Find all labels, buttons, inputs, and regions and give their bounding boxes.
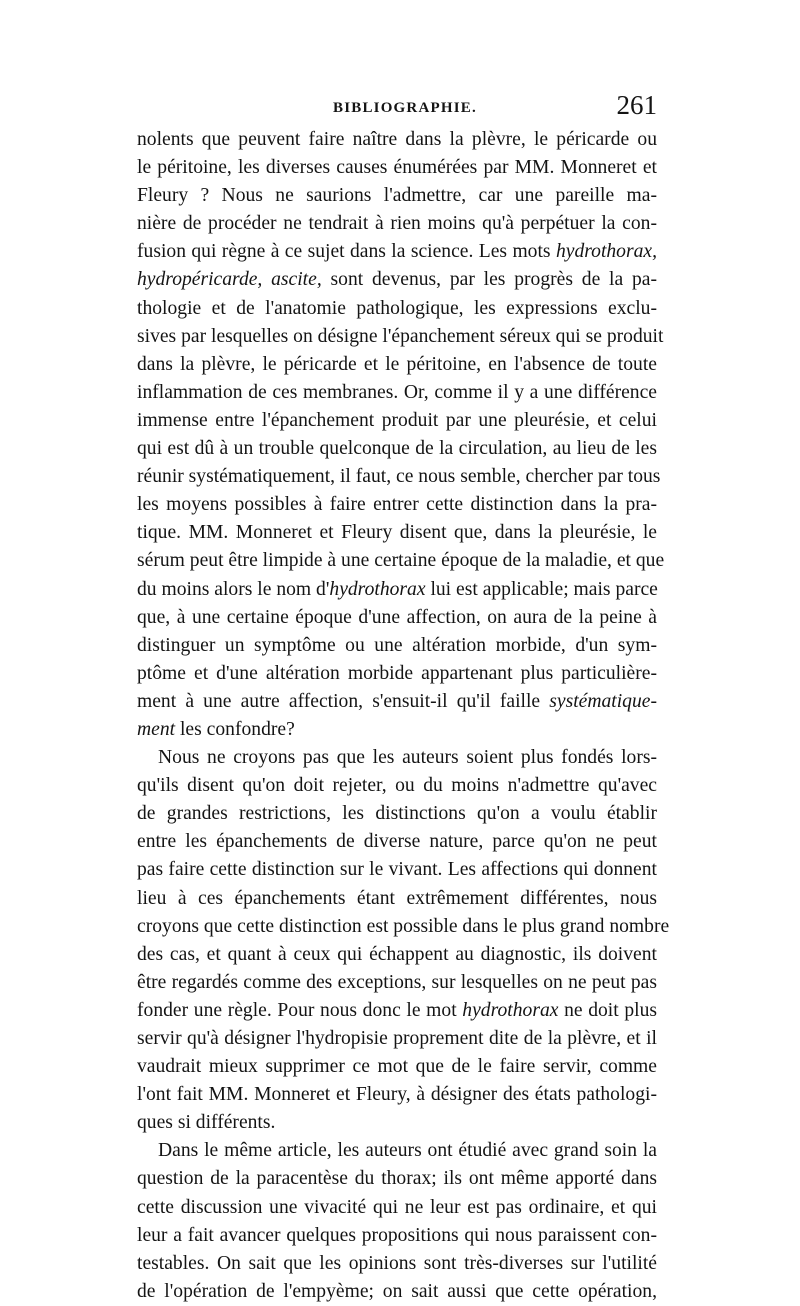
text-line	[137, 885, 657, 913]
text-line	[137, 576, 657, 604]
text-segment: les confondre?	[175, 718, 295, 740]
text-segment: nière de procéder ne tendrait à rien moins qu'à perpétuer la con-	[137, 213, 657, 235]
text-segment: ne doit plus	[558, 999, 657, 1021]
text-line	[137, 463, 661, 491]
text-segment: Nous ne croyons pas que les auteurs soient plus fondés lors-	[158, 747, 657, 769]
italic-term: hydrothorax	[462, 999, 559, 1021]
text-line	[137, 1081, 657, 1109]
text-segment: immense entre l'épanchement produit par une pleurésie, et celui	[137, 409, 657, 431]
text-segment: fonder une règle. Pour nous donc le mot	[137, 999, 463, 1021]
page-number: 261	[616, 90, 657, 120]
text-line	[137, 435, 657, 463]
text-segment: de l'opération de l'empyème; on sait aussi que cette opération,	[137, 1280, 657, 1302]
text-line	[137, 604, 657, 632]
text-segment: qui est dû à un trouble quelconque de la circulation, au lieu de les	[137, 438, 657, 460]
text-line	[137, 182, 657, 210]
text-line	[137, 969, 657, 997]
text-segment: l'ont fait MM. Monneret et Fleury, à désigner des états pathologi-	[137, 1084, 657, 1106]
text-segment: tique. MM. Monneret et Fleury disent que, dans la pleurésie, le	[137, 522, 657, 544]
text-segment: cette discussion une vivacité qui ne leur est pas ordinaire, et qui	[137, 1196, 657, 1218]
text-line	[137, 828, 657, 856]
text-segment: inflammation de ces membranes. Or, comme il y a une différence	[137, 381, 657, 403]
text-line	[137, 856, 657, 884]
text-line	[137, 1165, 657, 1193]
text-line	[137, 491, 657, 519]
text-line	[137, 407, 657, 435]
text-segment: ment à une autre affection, s'ensuit-il qu'il faille	[137, 690, 550, 712]
text-segment: ptôme et d'une altération morbide appartenant plus particulière-	[137, 662, 657, 684]
text-segment: nolents que peuvent faire naître dans la plèvre, le péricarde ou	[137, 129, 657, 150]
text-segment: que, à une certaine époque d'une affection, on aura de la peine à	[137, 606, 657, 628]
text-line	[137, 238, 657, 266]
italic-term: hydropéricarde, ascite,	[137, 269, 322, 291]
text-line	[137, 913, 670, 941]
text-line	[137, 519, 657, 547]
text-segment: du moins alors le nom d'	[137, 578, 330, 600]
text-segment: fusion qui règne à ce sujet dans la science. Les mots	[137, 241, 556, 263]
text-segment: leur a fait avancer quelques propositions qui nous paraissent con-	[137, 1224, 657, 1246]
text-segment: croyons que cette distinction est possible dans le plus grand nombre	[137, 915, 670, 937]
text-segment: entre les épanchements de diverse nature, parce qu'on ne peut	[137, 831, 657, 853]
text-line	[137, 772, 657, 800]
text-line	[137, 941, 657, 969]
text-segment: Dans le même article, les auteurs ont étudié avec grand soin la	[158, 1140, 657, 1162]
text-line	[137, 295, 657, 323]
text-line	[137, 1250, 657, 1278]
text-segment: dans la plèvre, le péricarde et le péritoine, en l'absence de toute	[137, 353, 657, 375]
text-line	[137, 547, 665, 575]
running-head	[137, 90, 657, 126]
text-line	[137, 1137, 657, 1165]
text-segment: servir qu'à désigner l'hydropisie proprement dite de la plèvre, et il	[137, 1028, 657, 1049]
text-segment: ques si différents.	[137, 1112, 276, 1134]
text-line	[137, 660, 657, 688]
text-line	[137, 266, 657, 294]
text-segment: lui est applicable; mais parce	[425, 578, 658, 600]
text-segment: Fleury ? Nous ne saurions l'admettre, car une pareille ma-	[137, 185, 657, 207]
text-segment: réunir systématiquement, il faut, ce nous semble, chercher par tous	[137, 466, 661, 488]
text-segment: sont devenus, par les progrès de la pa-	[321, 269, 657, 291]
text-segment: testables. On sait que les opinions sont très-diverses sur l'utilité	[137, 1252, 657, 1274]
text-segment: sives par lesquelles on désigne l'épanchement séreux qui se produit	[137, 325, 664, 347]
text-segment: lieu à ces épanchements étant extrêmement différentes, nous	[137, 887, 657, 909]
body-text	[137, 126, 670, 1306]
text-segment: de grandes restrictions, les distinctions qu'on a voulu établir	[137, 803, 657, 825]
text-line	[137, 154, 657, 182]
text-line	[137, 1053, 657, 1081]
text-segment: sérum peut être limpide à une certaine époque de la maladie, et que	[137, 550, 665, 572]
text-segment: le péritoine, les diverses causes énumérées par MM. Monneret et	[137, 157, 657, 179]
text-line	[137, 800, 657, 828]
text-line	[137, 379, 657, 407]
text-line	[137, 688, 657, 716]
italic-term: ment	[137, 718, 176, 740]
text-line	[137, 1278, 657, 1306]
text-segment: pas faire cette distinction sur le vivant. Les affections qui donnent	[137, 859, 657, 881]
italic-term: systématique-	[549, 690, 657, 712]
italic-term: hydrothorax,	[555, 241, 657, 263]
text-segment: des cas, et quant à ceux qui échappent au diagnostic, ils doivent	[137, 943, 657, 965]
text-line	[137, 997, 657, 1025]
text-segment: question de la paracentèse du thorax; ils ont même apporté dans	[137, 1168, 657, 1190]
text-segment: vaudrait mieux supprimer ce mot que de le faire servir, comme	[137, 1056, 657, 1078]
text-line	[137, 1222, 657, 1250]
text-line	[137, 1109, 657, 1137]
text-line	[137, 716, 657, 744]
text-segment: les moyens possibles à faire entrer cette distinction dans la pra-	[137, 494, 657, 516]
text-line	[137, 744, 657, 772]
text-segment: qu'ils disent qu'on doit rejeter, ou du moins n'admettre qu'avec	[137, 775, 657, 797]
text-line	[137, 1025, 657, 1053]
italic-term: hydrothorax	[329, 578, 426, 600]
text-line	[137, 126, 657, 154]
running-title: BIBLIOGRAPHIE.	[333, 100, 477, 116]
text-segment: être regardés comme des exceptions, sur lesquelles on ne peut pas	[137, 971, 657, 993]
text-line	[137, 210, 657, 238]
text-line	[137, 632, 657, 660]
text-line	[137, 323, 664, 351]
text-segment: distinguer un symptôme ou une altération morbide, d'un sym-	[137, 634, 657, 656]
text-segment: thologie et de l'anatomie pathologique, les expressions exclu-	[137, 297, 657, 319]
text-line	[137, 1194, 657, 1222]
text-line	[137, 351, 657, 379]
